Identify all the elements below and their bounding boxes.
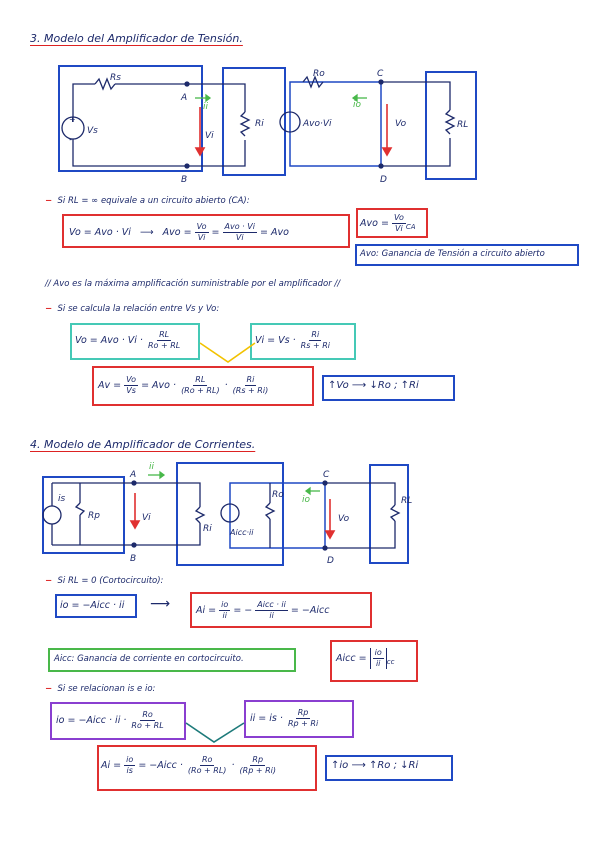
s3-def-left: Avo =: [360, 218, 389, 229]
label-vi: Vi: [205, 131, 214, 141]
s4-rel2-den: Rp + Ri: [287, 719, 319, 728]
s3-def-num: Vo: [393, 213, 404, 222]
label-node-c: C: [377, 69, 384, 79]
label-ro: Ro: [313, 69, 325, 79]
label-node-d-2: D: [327, 556, 334, 566]
s4-ai-num2: Aicc · ii: [257, 600, 286, 609]
s3-rel1: [75, 330, 182, 351]
source-block: [59, 66, 202, 171]
s3-bullet2: − Si se calcula la relación entre Vs y Vo:: [45, 304, 220, 314]
s3-bullet1: − Si RL = ∞ equivale a un circuito abierto (CA):: [45, 196, 250, 206]
current-amplifier-circuit: [40, 455, 420, 570]
s3-bullet1-text: Si RL = ∞ equivale a un circuito abierto (CA):: [57, 196, 250, 206]
s4-rel1: [56, 710, 166, 731]
s3-av-num3: Ri: [246, 375, 255, 384]
label-vo-2: Vo: [338, 514, 350, 524]
label-is: is: [58, 494, 66, 504]
s4-ai-mid: = −: [233, 605, 253, 616]
s4-ai2-num3: Rp: [252, 755, 264, 764]
s4-ai2-mid: = −Aicc ·: [138, 760, 183, 771]
rl-resistor: [446, 110, 454, 134]
label-vo: Vo: [395, 119, 407, 129]
label-node-a: A: [181, 93, 188, 103]
s4-def-sub: cc: [386, 657, 395, 666]
s3-def: [360, 213, 416, 234]
s4-ai-left: Ai =: [196, 605, 217, 616]
label-node-b: B: [181, 175, 188, 185]
label-rs: Rs: [110, 73, 121, 83]
s4-ai2-den: is: [126, 766, 133, 775]
s3-def-sub: CA: [405, 222, 416, 231]
label-rl-2: RL: [401, 496, 413, 506]
s3-av-dot: ·: [224, 380, 228, 391]
s3-eq1-arrow: ⟶: [139, 227, 154, 238]
s4-ai-right: = −Aicc: [290, 605, 330, 616]
label-rl: RL: [457, 120, 469, 130]
s4-ai2-num2: Ro: [201, 755, 213, 764]
s4-rel1-left: io = −Aicc · ii ·: [56, 715, 127, 726]
label-vi-2: Vi: [142, 513, 151, 523]
s3-rel2: [255, 330, 332, 351]
s3-eq1-avo: Avo =: [162, 227, 192, 238]
section4-title: 4. Modelo de Amplificador de Corrientes.: [30, 438, 256, 451]
s4-rel2-num: Rp: [297, 708, 309, 717]
s3-av-mid: = Avo ·: [141, 380, 177, 391]
label-ro-2: Ro: [272, 490, 284, 500]
s4-bullet1-text: Si RL = 0 (Cortocircuito):: [57, 576, 164, 586]
label-vs-minus: -: [69, 135, 72, 144]
s3-gain-text: Avo: Ganancia de Tensión a circuito abierto: [360, 249, 545, 259]
is-source-block: [43, 477, 124, 553]
rp-resistor: [76, 503, 84, 515]
s4-ai2-num: io: [126, 755, 134, 764]
s3-bullet2-text: Si se calcula la relación entre Vs y Vo:: [57, 304, 220, 314]
s3-rel2-den: Rs + Ri: [300, 341, 330, 350]
s3-eq1: [69, 222, 289, 243]
s3-eq1-den2: Vi: [235, 233, 244, 242]
s3-rel1-num: RL: [159, 330, 170, 339]
s4-bullet2: − Si se relacionan is e io:: [45, 684, 156, 694]
label-io-2: io: [302, 495, 311, 505]
s3-rel2-left: Vi = Vs ·: [255, 335, 296, 346]
s4-def-num: io: [374, 648, 382, 657]
s4-ai2: [101, 755, 278, 776]
is-source: [43, 506, 61, 524]
s3-av-num2: RL: [195, 375, 206, 384]
label-vs: Vs: [87, 126, 98, 136]
label-node-b-2: B: [130, 554, 137, 564]
ro-resistor-2: [266, 503, 274, 519]
s3-eq1-eqsign: =: [211, 227, 220, 238]
s4-ai-den: ii: [222, 611, 227, 620]
rl-resistor-2: [391, 505, 399, 521]
s4-rel1-den: Ro + RL: [131, 721, 164, 730]
s4-ai-num: io: [221, 600, 229, 609]
s4-eq1-arrow: ⟶: [150, 596, 171, 612]
label-rp: Rp: [88, 511, 100, 521]
s3-av-den3: (Rs + Ri): [232, 386, 269, 395]
label-src-2: Aicc·ii: [230, 528, 254, 537]
s4-def: [336, 648, 394, 669]
s4-def-den: ii: [375, 659, 381, 668]
s3-res-text: ↑Vo ⟶ ↓Ro ; ↑Ri: [328, 380, 419, 391]
label-ii: ii: [203, 102, 209, 112]
s3-merge-lines: [195, 338, 265, 368]
s3-av-left: Av =: [98, 380, 122, 391]
s3-rel1-left: Vo = Avo · Vi ·: [75, 335, 143, 346]
s4-ai2-dot: ·: [231, 760, 235, 771]
label-io: io: [353, 100, 362, 110]
section3-title: 3. Modelo del Amplificador de Tensión.: [30, 32, 243, 45]
label-node-a-2: A: [130, 470, 137, 480]
s4-gain-text: Aicc: Ganancia de corriente en cortocircuito.: [54, 654, 244, 664]
ri-resistor: [241, 112, 249, 136]
s3-av-den2: (Ro + RL): [181, 386, 220, 395]
s3-eq1-left: Vo = Avo · Vi: [69, 227, 131, 238]
s3-eq1-right: = Avo: [260, 227, 289, 238]
s3-def-den: Vi: [395, 224, 403, 233]
s3-eq1-den1: Vi: [197, 233, 206, 242]
s3-rel1-den: Ro + RL: [147, 341, 181, 350]
s4-ai2-den2: (Ro + RL): [187, 766, 227, 775]
label-ri-2: Ri: [203, 524, 212, 534]
s4-ai-den2: ii: [269, 611, 274, 620]
label-node-d: D: [380, 175, 387, 185]
label-node-c-2: C: [323, 470, 330, 480]
voltage-amplifier-circuit: [55, 62, 485, 187]
ri-resistor-2: [196, 507, 204, 523]
s3-eq1-num1: Vo: [196, 222, 207, 231]
s4-ai2-left: Ai =: [101, 760, 122, 771]
s4-rel1-num: Ro: [142, 710, 153, 719]
s4-bullet2-text: Si se relacionan is e io:: [57, 684, 156, 694]
s4-def-left: Aicc =: [336, 653, 367, 664]
label-ii-2: ii: [149, 462, 155, 472]
s4-rel2-left: ii = is ·: [250, 713, 283, 724]
label-src: Avo·Vi: [303, 119, 332, 129]
s3-av-den: Vs: [126, 386, 136, 395]
s3-av: [98, 375, 270, 396]
load-block: [426, 72, 476, 179]
s3-note: // Avo es la máxima amplificación suministrable por el amplificador //: [45, 279, 341, 289]
s4-res-text: ↑io ⟶ ↑Ro ; ↓Ri: [331, 760, 419, 771]
label-ri: Ri: [255, 119, 264, 129]
s4-bullet1: − Si RL = 0 (Cortocircuito):: [45, 576, 164, 586]
s4-ai: [196, 600, 329, 621]
s3-rel2-num: Ri: [311, 330, 320, 339]
s3-av-num: Vo: [126, 375, 137, 384]
s3-eq1-num2: Avo · Vi: [224, 222, 255, 231]
label-vs-plus: +: [69, 115, 76, 124]
s4-eq1: io = −Aicc · ii: [60, 600, 125, 611]
s4-rel2: [250, 708, 320, 729]
s4-ai2-den3: (Rp + Ri): [239, 766, 276, 775]
